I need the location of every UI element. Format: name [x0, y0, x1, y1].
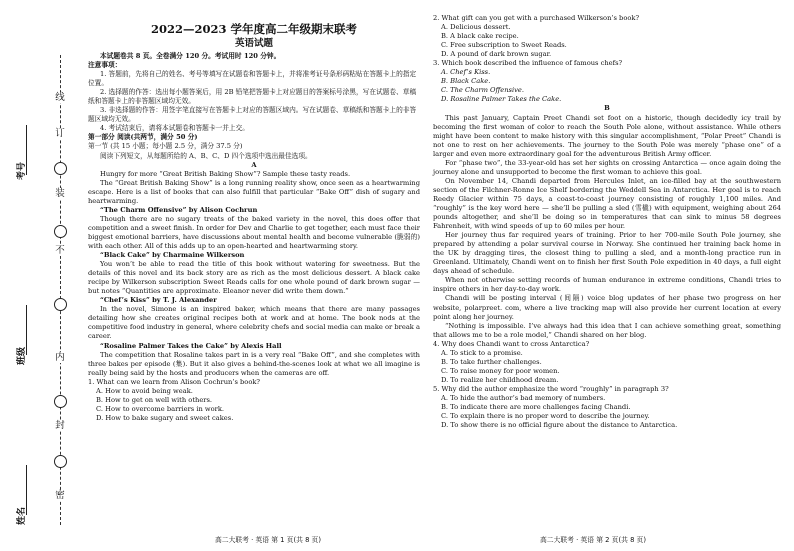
question: 5. Why did the author emphasize the word “roughly” in paragraph 3? [433, 384, 669, 393]
class-field[interactable] [26, 305, 27, 355]
answer-option[interactable]: B. How to get on well with others. [96, 395, 213, 404]
passage-paragraph: The “Great British Baking Show” is a long running reality show, once seen as a heartwarming escape. Here is a list of books that can also fulfill that particular “Bake Off” dish of sugary and heartwarming. [88, 178, 420, 205]
answer-option[interactable]: A. To hide the author’s bad memory of numbers. [441, 393, 606, 402]
passage-label: B [604, 104, 610, 113]
exam-subtitle: 英语试题 [234, 38, 273, 49]
answer-option[interactable]: D. To show there is no official figure about the distance to Antarctica. [441, 421, 678, 430]
passage-paragraph: For “phase two”, the 33-year-old has set her sights on crossing Antarctica — once again doing the journey alone and unsupported to become the first woman to achieve this goal. [433, 158, 781, 176]
seal-circle [54, 298, 67, 311]
class-label: 班级 [17, 346, 27, 365]
seal-char: 密 [53, 490, 67, 501]
book-title: “The Charm Offensive” by Alison Cochrun [100, 205, 258, 214]
seal-char: 不 [53, 245, 67, 256]
answer-option[interactable]: B. To take further challenges. [441, 357, 542, 366]
answer-option[interactable]: A. Chef’s Kiss. [441, 68, 491, 77]
passage-intro: Hungry for more “Great British Baking Show”? Sample these tasty reads. [100, 169, 351, 178]
answer-option[interactable]: C. How to overcome barriers in work. [96, 404, 225, 413]
passage-label: A [251, 160, 257, 169]
seal-char: 线 [53, 92, 67, 103]
answer-option[interactable]: A. Delicious dessert. [441, 23, 511, 32]
answer-option[interactable]: D. To realize her childhood dream. [441, 375, 559, 384]
page-footer: 高二大联考 · 英语 第 2 页(共 8 页) [540, 536, 647, 544]
book-title: “Black Cake” by Charmaine Wilkerson [100, 251, 245, 260]
answer-option[interactable]: D. Rosaline Palmer Takes the Cake. [441, 95, 562, 104]
seal-circle [54, 455, 67, 468]
book-description: The competition that Rosaline takes part in is a very real “Bake Off”, and she completes with three bakes per episode (集). But it also gives a behind-the-scenes look at what we all imagine is really being said by the hosts and producers when the cameras are off. [88, 350, 420, 377]
question: 4. Why does Chandi want to cross Antarctica? [433, 339, 590, 348]
part-heading: 第一部分 阅读(共两节，满分 50 分) [88, 133, 198, 142]
answer-option[interactable]: D. How to bake sugary and sweet cakes. [96, 413, 234, 422]
book-title: “Rosaline Palmer Takes the Cake” by Alexis Hall [100, 341, 282, 350]
book-description: In the novel, Simone is an inspired baker, which means that there are many passages detailing how she creates original recipes both at work and at home. The book nods at the competitive food industry in general, where celebrity chefs and social media can make or break a career. [88, 305, 420, 341]
section-heading: 第一节 (共 15 小题；每小题 2.5 分，满分 37.5 分) [88, 142, 243, 151]
book-description: Though there are no sugary treats of the baked variety in the novel, this does offer that competition and a sweet finish. In order for Dev and Charlie to get together, each must face their biggest emotional barriers, have discussions about mental health and become vulnerable (脆弱的) with each other. All of this adds up to an open-hearted and heartwarming story. [88, 214, 420, 250]
answer-option[interactable]: C. To raise money for poor women. [441, 366, 560, 375]
seal-char: 封 [53, 420, 67, 431]
seal-char: 订 [53, 128, 67, 139]
seal-char: 内 [53, 352, 67, 363]
question: 3. Which book described the influence of famous chefs? [433, 59, 623, 68]
name-field[interactable] [26, 465, 27, 515]
passage-paragraph: “Nothing is impossible. I’ve always had this idea that I can achieve something great, something that allows me to be a role model,” Chandi shared on her blog. [433, 321, 781, 339]
answer-option[interactable]: B. Black Cake. [441, 77, 491, 86]
passage-paragraph: Chandi will be posting interval (间隔) voice blog updates of her phase two progress on her website, polarpreet. com, where a live tracking map will also provide her current location at every point along her journey. [433, 294, 781, 321]
question: 2. What gift can you get with a purchased Wilkerson’s book? [433, 14, 640, 22]
seal-circle [54, 395, 67, 408]
notice-item: 4. 考试结束后，请将本试题卷和答题卡一并上交。 [100, 124, 249, 133]
seal-char: 装 [53, 188, 67, 199]
answer-option[interactable]: B. A black cake recipe. [441, 32, 519, 41]
left-column [88, 20, 420, 423]
exam-id-label: 考号 [17, 161, 27, 180]
book-description: You won’t be able to read the title of this book without watering for sweetness. But the details of this novel and its back story are as rich as the most delicious dessert. A black cake recipe by Wilkerson subscription Sweet Reads calls for one whole pound of dark brown sugar — but notes “Quantities are approximate. Eleanor never did write them down.” [88, 260, 420, 296]
binding-margin [0, 0, 78, 551]
notice-item: 2. 选择题的作答：选出每小题答案后，用 2B 铅笔把答题卡上对应题目的答案标号涂黑，写在试题卷、草稿纸和答题卡上的非答题区域均无效。 [88, 88, 417, 106]
notice-item: 1. 答题前，先将自己的姓名、考号等填写在试题卷和答题卡上，并将准考证号条形码粘贴在答题卡上的指定位置。 [88, 70, 417, 88]
seal-circle [54, 162, 67, 175]
instructions: 阅读下列短文，从每题所给的 A、B、C、D 四个选项中选出最佳选项。 [100, 151, 312, 160]
book-title: “Chef’s Kiss” by T. J. Alexander [100, 296, 217, 305]
answer-option[interactable]: C. To explain there is no proper word to describe the journey. [441, 412, 650, 421]
passage-paragraph: Her journey thus far required years of training. Prior to her 700-mile South Pole journey, she prepared by attending a polar survival course in Norway. She continued her training back home in the UK by dragging tires, the closest thing to pulling a sled, and a month-long practice run in Greenland. Ultimately, Chandi went on to finish her first South Pole expedition in 40 days, a full eight days ahead of schedule. [433, 231, 781, 276]
question: 1. What can we learn from Alison Cochrun’s book? [88, 377, 260, 386]
answer-option[interactable]: D. A pound of dark brown sugar. [441, 50, 552, 59]
notice-item: 3. 非选择题的作答：用签字笔直接写在答题卡上对应的答题区域内。写在试题卷、草稿纸和答题卡上的非答题区域均无效。 [88, 106, 417, 124]
answer-option[interactable]: A. How to avoid being weak. [96, 386, 193, 395]
answer-option[interactable]: B. To indicate there are more challenges facing Chandi. [441, 403, 631, 412]
answer-option[interactable]: C. The Charm Offensive. [441, 86, 524, 95]
passage-paragraph: When not otherwise setting records of human endurance in extreme conditions, Chandi tries to inspire others in her day-to-day work. [433, 276, 781, 294]
exam-title: 2022—2023 学年度高二年级期末联考 [150, 22, 358, 36]
answer-option[interactable]: C. Free subscription to Sweet Reads. [441, 41, 567, 50]
name-label: 姓名 [17, 506, 27, 525]
answer-option[interactable]: A. To stick to a promise. [441, 348, 523, 357]
page-footer: 高二大联考 · 英语 第 1 页(共 8 页) [215, 536, 322, 544]
passage-paragraph: This past January, Captain Preet Chandi set foot on a historic, though decidedly icy trail by becoming the first woman of color to reach the South Pole alone, without assistance. While others might have been content to make history with this singular accomplishment, “Polar Preet” Chandi is not one to rest on her achievements. The journey to the South Pole was merely “phase one” of a larger and even more extraordinary goal for the adventurous British Army officer. [433, 113, 781, 158]
notice-heading: 注意事项： [88, 61, 122, 70]
right-column [433, 14, 781, 430]
exam-info: 本试题卷共 8 页。全卷满分 120 分。考试用时 120 分钟。 [100, 52, 281, 60]
exam-id-field[interactable] [26, 125, 27, 175]
passage-paragraph: On November 14, Chandi departed from Hercules Inlet, an ice-filled bay at the southwestern section of the Filchner-Ronne Ice Shelf bordering the Weddell Sea in Antarctica. Her goal is to reach Reedy Glacier within 75 days, a coast-to-coast journey consisting of roughly 1,100 miles. And “roughly” is the key word here — she’ll be pulling a sled (雪橇) with equipment, weighing about 264 pounds altogether, and she’ll be doing so in temperatures that can sink to minus 58 degrees Fahrenheit, with wind speeds of up to 60 miles per hour. [433, 176, 781, 231]
seal-circle [54, 225, 67, 238]
